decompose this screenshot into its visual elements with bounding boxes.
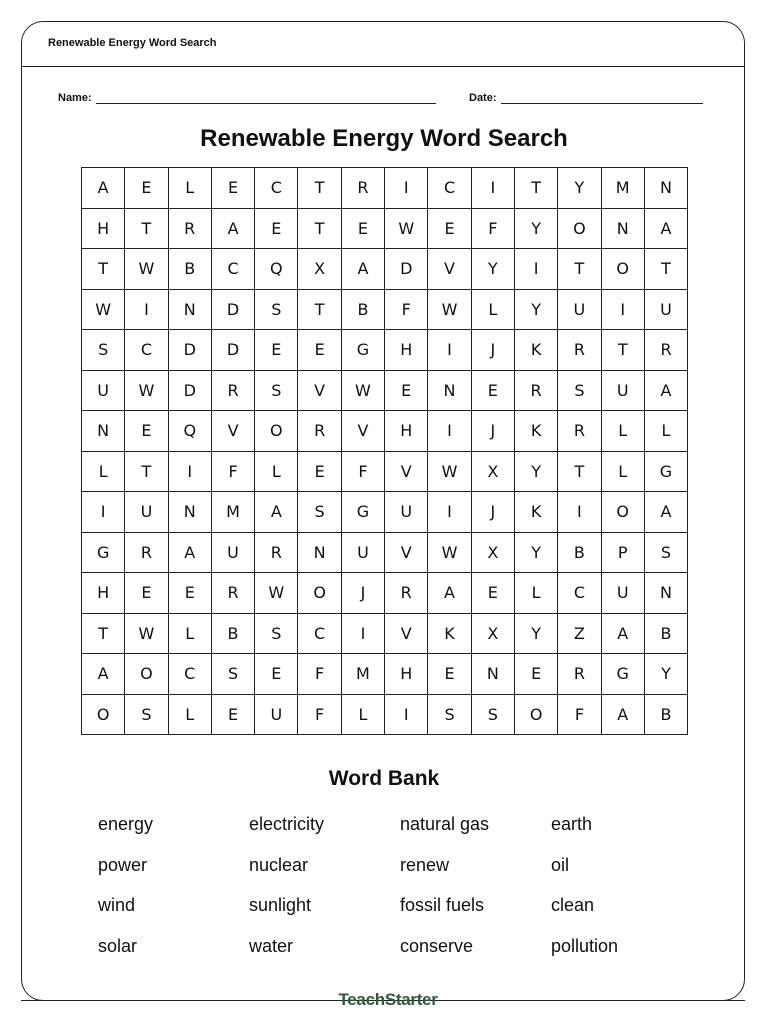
grid-cell[interactable]: G [342,330,385,371]
grid-cell[interactable]: E [428,209,471,250]
grid-cell[interactable]: N [645,573,688,614]
grid-cell[interactable]: C [169,654,212,695]
grid-cell[interactable]: A [255,492,298,533]
grid-cell[interactable]: H [385,411,428,452]
grid-cell[interactable]: I [515,249,558,290]
grid-cell[interactable]: B [645,695,688,736]
grid-cell[interactable]: X [472,533,515,574]
grid-cell[interactable]: Y [515,209,558,250]
grid-cell[interactable]: A [169,533,212,574]
grid-cell[interactable]: E [125,573,168,614]
grid-cell[interactable]: X [472,452,515,493]
grid-cell[interactable]: T [298,209,341,250]
grid-cell[interactable]: H [385,330,428,371]
grid-cell[interactable]: N [298,533,341,574]
word-bank [98,814,702,977]
grid-cell[interactable]: C [298,614,341,655]
grid-cell[interactable]: B [558,533,601,574]
grid-cell[interactable]: K [428,614,471,655]
grid-cell[interactable]: I [125,290,168,331]
grid-cell[interactable]: F [558,695,601,736]
grid-cell[interactable]: T [298,168,341,209]
name-label: Name: [58,92,92,104]
grid-cell[interactable]: G [82,533,125,574]
teachstarter-logo: TeachStarter [338,990,438,1009]
grid-cell[interactable]: C [558,573,601,614]
grid-cell[interactable]: V [298,371,341,412]
grid-cell[interactable]: L [169,168,212,209]
grid-cell[interactable]: E [255,654,298,695]
grid-cell[interactable]: S [558,371,601,412]
grid-cell[interactable]: E [515,654,558,695]
grid-cell[interactable]: R [558,411,601,452]
grid-cell[interactable]: E [298,452,341,493]
grid-cell[interactable]: U [82,371,125,412]
grid-cell[interactable]: V [342,411,385,452]
grid-cell[interactable]: O [125,654,168,695]
grid-cell[interactable]: V [385,452,428,493]
grid-cell[interactable]: E [169,573,212,614]
name-line[interactable] [96,93,436,104]
grid-cell[interactable]: W [428,452,471,493]
grid-cell[interactable]: T [515,168,558,209]
grid-cell[interactable]: H [385,654,428,695]
grid-cell[interactable]: B [169,249,212,290]
grid-cell[interactable]: H [82,573,125,614]
grid-cell[interactable]: L [515,573,558,614]
date-label: Date: [469,92,497,104]
grid-cell[interactable]: R [385,573,428,614]
grid-cell[interactable]: R [342,168,385,209]
grid-cell[interactable]: F [212,452,255,493]
grid-cell[interactable]: U [385,492,428,533]
grid-cell[interactable]: U [602,573,645,614]
grid-cell[interactable]: Y [472,249,515,290]
grid-cell[interactable]: O [515,695,558,736]
grid-cell[interactable]: R [298,411,341,452]
grid-cell[interactable]: A [602,614,645,655]
grid-cell[interactable]: U [212,533,255,574]
grid-cell[interactable]: U [255,695,298,736]
grid-cell[interactable]: B [212,614,255,655]
grid-cell[interactable]: E [342,209,385,250]
grid-cell[interactable]: I [428,492,471,533]
grid-cell[interactable]: D [169,371,212,412]
grid-cell[interactable]: C [428,168,471,209]
grid-cell[interactable]: G [602,654,645,695]
grid-cell[interactable]: E [212,695,255,736]
grid-cell[interactable]: A [645,209,688,250]
grid-cell[interactable]: L [602,411,645,452]
grid-cell[interactable]: O [558,209,601,250]
grid-cell[interactable]: W [255,573,298,614]
grid-cell[interactable]: I [558,492,601,533]
grid-cell[interactable]: V [385,533,428,574]
grid-cell[interactable]: T [602,330,645,371]
grid-cell[interactable]: W [125,371,168,412]
grid-cell[interactable]: L [645,411,688,452]
grid-cell[interactable]: Q [169,411,212,452]
grid-cell[interactable]: I [385,695,428,736]
grid-cell[interactable]: N [169,492,212,533]
word-bank-item: water [249,936,294,957]
word-bank-item: power [98,854,148,875]
grid-cell[interactable]: A [82,654,125,695]
grid-cell[interactable]: F [472,209,515,250]
grid-cell[interactable]: A [82,168,125,209]
grid-cell[interactable]: N [472,654,515,695]
grid-cell[interactable]: D [385,249,428,290]
grid-cell[interactable]: R [558,330,601,371]
grid-cell[interactable]: N [428,371,471,412]
word-bank-item: earth [551,814,593,834]
word-bank-item: solar [98,936,138,957]
grid-cell[interactable]: U [125,492,168,533]
word-bank-item: pollution [551,936,619,957]
page-title: Renewable Energy Word Search [200,125,568,152]
grid-cell[interactable]: D [212,330,255,371]
grid-cell[interactable]: R [212,371,255,412]
grid-cell[interactable]: Q [255,249,298,290]
grid-cell[interactable]: I [428,330,471,371]
grid-cell[interactable]: T [82,614,125,655]
grid-cell[interactable]: N [602,209,645,250]
grid-cell[interactable]: L [472,290,515,331]
grid-cell[interactable]: G [342,492,385,533]
grid-cell[interactable]: F [298,695,341,736]
grid-cell[interactable]: J [472,330,515,371]
grid-cell[interactable]: F [342,452,385,493]
header-divider [21,66,745,67]
grid-cell[interactable]: E [472,573,515,614]
grid-cell[interactable]: M [342,654,385,695]
grid-cell[interactable]: A [645,371,688,412]
grid-cell[interactable]: B [342,290,385,331]
grid-cell[interactable]: L [82,452,125,493]
grid-cell[interactable]: S [255,290,298,331]
word-bank-item: clean [551,895,595,916]
word-bank-item: electricity [249,814,325,834]
grid-cell[interactable]: R [515,371,558,412]
grid-cell[interactable]: A [212,209,255,250]
grid-cell[interactable]: H [82,209,125,250]
grid-cell[interactable]: S [472,695,515,736]
grid-cell[interactable]: J [472,411,515,452]
grid-cell[interactable]: T [645,249,688,290]
header-title: Renewable Energy Word Search [48,37,217,49]
grid-cell[interactable]: O [255,411,298,452]
grid-cell[interactable]: V [212,411,255,452]
grid-cell[interactable]: U [558,290,601,331]
grid-cell[interactable]: Y [515,533,558,574]
grid-cell[interactable]: T [82,249,125,290]
grid-cell[interactable]: L [342,695,385,736]
grid-cell[interactable]: E [385,371,428,412]
word-bank-item: nuclear [249,854,309,875]
grid-cell[interactable]: Y [515,452,558,493]
grid-cell[interactable]: N [645,168,688,209]
grid-cell[interactable]: F [385,290,428,331]
grid-cell[interactable]: S [125,695,168,736]
grid-cell[interactable]: J [342,573,385,614]
grid-cell[interactable]: R [255,533,298,574]
grid-cell[interactable]: N [169,290,212,331]
grid-cell[interactable]: P [602,533,645,574]
footer-divider-right [458,1000,745,1001]
grid-cell[interactable]: D [169,330,212,371]
word-bank-item: wind [98,895,136,916]
grid-cell[interactable]: R [645,330,688,371]
grid-cell[interactable]: T [298,290,341,331]
grid-cell[interactable]: S [82,330,125,371]
grid-cell[interactable]: I [602,290,645,331]
grid-cell[interactable]: E [125,411,168,452]
grid-cell[interactable]: I [472,168,515,209]
grid-cell[interactable]: J [472,492,515,533]
grid-cell[interactable]: E [255,209,298,250]
grid-cell[interactable]: S [428,695,471,736]
grid-cell[interactable]: L [169,695,212,736]
grid-cell[interactable]: I [428,411,471,452]
word-bank-item: oil [551,854,570,875]
grid-cell[interactable]: W [385,209,428,250]
grid-cell[interactable]: E [125,168,168,209]
grid-cell[interactable]: C [255,168,298,209]
grid-cell[interactable]: O [602,249,645,290]
grid-cell[interactable]: W [428,533,471,574]
grid-cell[interactable]: T [558,249,601,290]
grid-cell[interactable]: X [298,249,341,290]
date-line[interactable] [501,93,703,104]
grid-cell[interactable]: A [428,573,471,614]
grid-cell[interactable]: L [255,452,298,493]
grid-cell[interactable]: V [428,249,471,290]
grid-cell[interactable]: C [212,249,255,290]
grid-cell[interactable]: K [515,492,558,533]
grid-cell[interactable]: R [212,573,255,614]
grid-cell[interactable]: O [82,695,125,736]
grid-cell[interactable]: S [255,371,298,412]
name-field [58,92,436,104]
word-bank-item: sunlight [249,895,312,916]
grid-cell[interactable]: I [82,492,125,533]
grid-cell[interactable]: N [82,411,125,452]
date-field [469,92,703,104]
grid-cell[interactable]: K [515,330,558,371]
grid-cell[interactable]: E [255,330,298,371]
grid-cell[interactable]: O [602,492,645,533]
grid-cell[interactable]: U [602,371,645,412]
grid-cell[interactable]: X [472,614,515,655]
word-bank-item: conserve [400,936,474,957]
grid-cell[interactable]: R [125,533,168,574]
grid-cell[interactable]: T [125,209,168,250]
grid-cell[interactable]: W [82,290,125,331]
grid-cell[interactable]: M [212,492,255,533]
grid-cell[interactable]: T [558,452,601,493]
grid-cell[interactable]: S [255,614,298,655]
grid-cell[interactable]: M [602,168,645,209]
letter-grid [81,167,688,735]
grid-cell[interactable]: I [385,168,428,209]
word-bank-item: renew [400,854,450,875]
word-bank-title: Word Bank [328,767,440,790]
grid-cell[interactable]: A [602,695,645,736]
grid-cell[interactable]: D [212,290,255,331]
grid-cell[interactable]: W [342,371,385,412]
grid-cell[interactable]: S [298,492,341,533]
grid-cell[interactable]: E [212,168,255,209]
grid-cell[interactable]: Z [558,614,601,655]
footer-divider-left [21,1000,318,1001]
grid-cell[interactable]: W [428,290,471,331]
grid-cell[interactable]: U [645,290,688,331]
grid-cell[interactable]: B [645,614,688,655]
grid-cell[interactable]: F [298,654,341,695]
grid-cell[interactable]: Y [515,614,558,655]
grid-cell[interactable]: O [298,573,341,614]
grid-cell[interactable]: I [342,614,385,655]
grid-cell[interactable]: R [558,654,601,695]
word-bank-item: natural gas [400,814,490,834]
grid-cell[interactable]: C [125,330,168,371]
grid-cell[interactable]: A [645,492,688,533]
grid-cell[interactable]: V [385,614,428,655]
grid-cell[interactable]: U [342,533,385,574]
grid-cell[interactable]: K [515,411,558,452]
word-bank-item: energy [98,814,154,834]
grid-cell[interactable]: T [125,452,168,493]
grid-cell[interactable]: I [169,452,212,493]
word-bank-item: fossil fuels [400,895,485,916]
grid-cell[interactable]: E [428,654,471,695]
grid-cell[interactable]: E [298,330,341,371]
grid-cell[interactable]: A [342,249,385,290]
grid-cell[interactable]: G [645,452,688,493]
grid-cell[interactable]: Y [515,290,558,331]
grid-cell[interactable]: L [602,452,645,493]
grid-cell[interactable]: E [472,371,515,412]
grid-cell[interactable]: W [125,249,168,290]
grid-cell[interactable]: S [212,654,255,695]
grid-cell[interactable]: Y [645,654,688,695]
grid-cell[interactable]: Y [558,168,601,209]
grid-cell[interactable]: R [169,209,212,250]
grid-cell[interactable]: S [645,533,688,574]
grid-cell[interactable]: W [125,614,168,655]
grid-cell[interactable]: L [169,614,212,655]
